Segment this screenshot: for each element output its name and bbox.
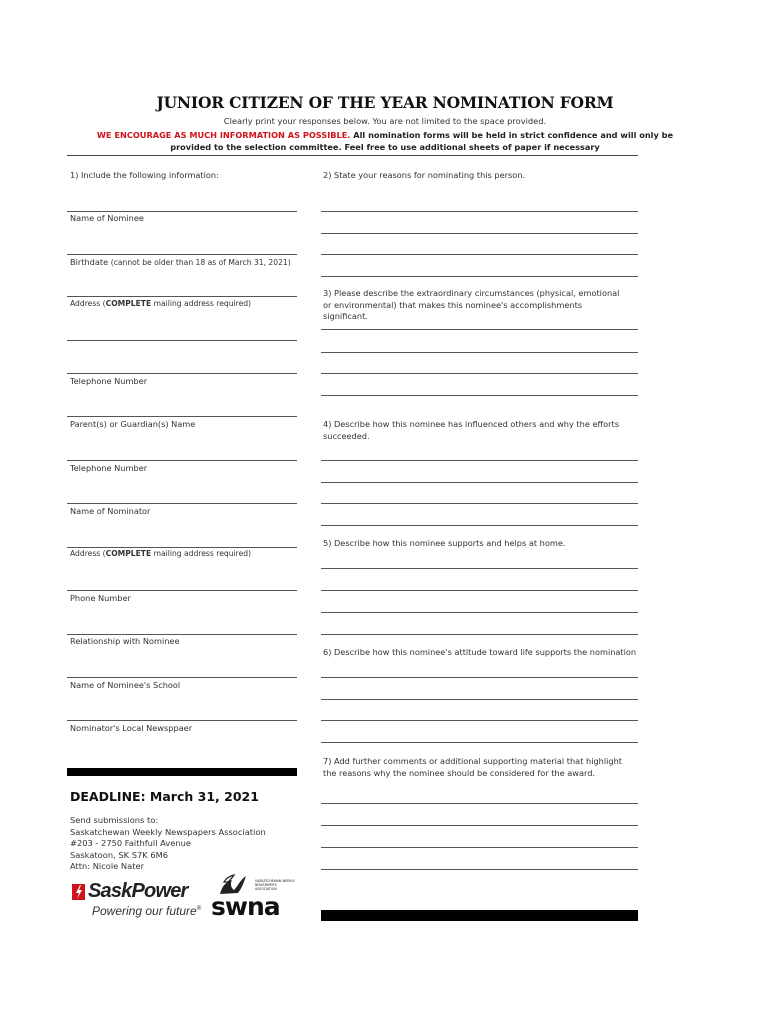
deadline-heading: DEADLINE: March 31, 2021 (70, 789, 259, 804)
q4-line-1[interactable] (321, 460, 638, 461)
q5-line-3[interactable] (321, 612, 638, 613)
q6-line-3[interactable] (321, 720, 638, 721)
form-title: JUNIOR CITIZEN OF THE YEAR NOMINATION FORM (156, 93, 614, 112)
q3-line-4[interactable] (321, 395, 638, 396)
saskpower-tagline: Powering our future® (92, 904, 202, 918)
q7-line-2[interactable] (321, 825, 638, 826)
newspaper-label: Nominator's Local Newsppaer (70, 723, 193, 733)
question-5: 5) Describe how this nominee supports and helps at home. (323, 538, 566, 548)
right-bottom-bar (321, 910, 638, 921)
phone-label: Phone Number (70, 593, 131, 603)
address-label: Address (COMPLETE mailing address required) (70, 299, 252, 308)
address-line-2[interactable] (67, 340, 297, 341)
submission-line-1: Send submissions to: (70, 815, 159, 825)
phone-line[interactable] (67, 590, 297, 591)
birthdate-line[interactable] (67, 254, 297, 255)
question-4: 4) Describe how this nominee has influenced others and why the efforts succeeded. (323, 419, 619, 441)
saskpower-name: SaskPower (88, 880, 188, 902)
header-divider (67, 155, 638, 156)
telephone2-label: Telephone Number (70, 463, 148, 473)
q7-line-1[interactable] (321, 803, 638, 804)
swna-logo (208, 872, 298, 922)
address-line-1[interactable] (67, 296, 297, 297)
q4-line-3[interactable] (321, 503, 638, 504)
encouragement-red: WE ENCOURAGE AS MUCH INFORMATION AS POSSIBLE. (96, 130, 351, 140)
q7-line-3[interactable] (321, 847, 638, 848)
q7-line-4[interactable] (321, 869, 638, 870)
q2-line-4[interactable] (321, 276, 638, 277)
telephone2-line[interactable] (67, 460, 297, 461)
submission-line-2: Saskatchewan Weekly Newspapers Association (70, 826, 266, 837)
section-1-intro: 1) Include the following information: (70, 170, 219, 180)
q5-line-4[interactable] (321, 634, 638, 635)
relationship-label: Relationship with Nominee (70, 636, 180, 646)
encouragement-note (70, 129, 700, 153)
q5-line-2[interactable] (321, 590, 638, 591)
q6-line-2[interactable] (321, 699, 638, 700)
relationship-line[interactable] (67, 634, 297, 635)
newspaper-line[interactable] (67, 720, 297, 721)
q3-line-3[interactable] (321, 373, 638, 374)
saskpower-logo (70, 878, 202, 923)
submission-address (70, 815, 266, 873)
school-label: Name of Nominee's School (70, 680, 181, 690)
left-divider-bar (67, 768, 297, 776)
telephone-label: Telephone Number (70, 376, 148, 386)
submission-line-4: Saskatoon, SK S7K 6M6 (70, 849, 169, 860)
q4-line-4[interactable] (321, 525, 638, 526)
q3-line-1[interactable] (321, 329, 638, 330)
q2-line-2[interactable] (321, 233, 638, 234)
nominator-address-line[interactable] (67, 547, 297, 548)
encouragement-rest: All nomination forms will be held in strict confidence and will only be (350, 130, 674, 140)
encouragement-line2: provided to the selection committee. Feel free to use additional sheets of paper if necessary (170, 142, 600, 152)
swna-association-name: SASKATCHEWAN WEEKLY NEWSPAPERS ASSOCIATION (255, 879, 295, 891)
q5-line-1[interactable] (321, 568, 638, 569)
saskpower-bolt-icon (71, 882, 87, 902)
q6-line-1[interactable] (321, 677, 638, 678)
nominee-name-line[interactable] (67, 211, 297, 212)
birthdate-label: Birthdate (cannot be older than 18 as of March 31, 2021) (70, 257, 291, 267)
q3-line-2[interactable] (321, 352, 638, 353)
swna-wordmark: swna (211, 892, 280, 921)
nominee-name-label: Name of Nominee (70, 213, 144, 223)
q4-line-2[interactable] (321, 482, 638, 483)
submission-line-3: #203 - 2750 Faithfull Avenue (70, 838, 191, 848)
question-2: 2) State your reasons for nominating this person. (323, 170, 526, 180)
telephone-line[interactable] (67, 373, 297, 374)
q2-line-3[interactable] (321, 254, 638, 255)
question-7: 7) Add further comments or additional supporting material that highlight the reasons why the nominee should be considered for the award. (323, 756, 623, 778)
question-3: 3) Please describe the extraordinary circumstances (physical, emotional or environmental) that makes this nominee's accomplishments significant. (323, 288, 620, 321)
parent-name-label: Parent(s) or Guardian(s) Name (70, 419, 196, 429)
parent-name-line[interactable] (67, 416, 297, 417)
nominator-address-label: Address (COMPLETE mailing address required) (70, 549, 252, 558)
q2-line-1[interactable] (321, 211, 638, 212)
question-6: 6) Describe how this nominee's attitude toward life supports the nomination (323, 647, 637, 657)
form-subtitle: Clearly print your responses below. You are not limited to the space provided. (223, 116, 547, 126)
school-line[interactable] (67, 677, 297, 678)
submission-line-5: Attn: Nicole Nater (70, 861, 144, 871)
nominator-name-line[interactable] (67, 503, 297, 504)
nominator-name-label: Name of Nominator (70, 506, 151, 516)
q6-line-4[interactable] (321, 742, 638, 743)
